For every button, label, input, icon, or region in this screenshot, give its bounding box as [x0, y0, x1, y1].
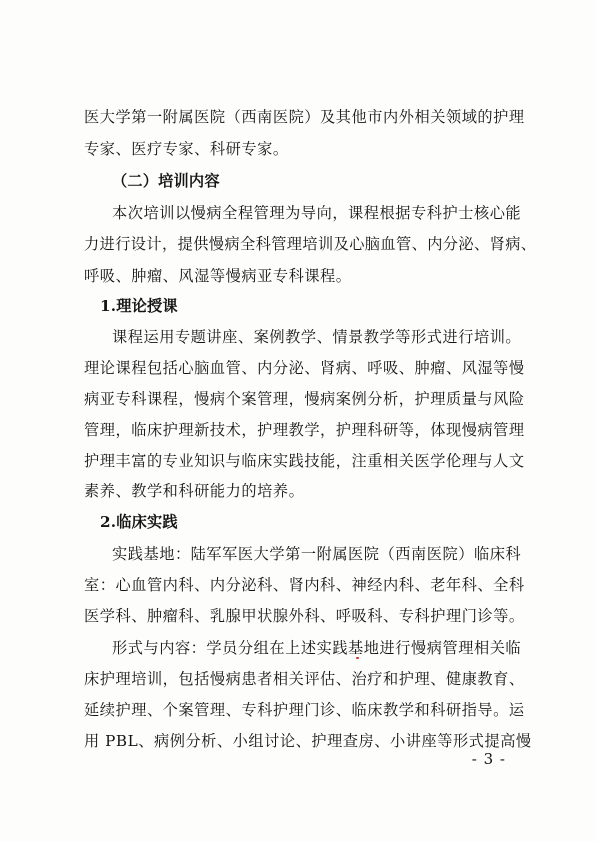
text-line: 护理丰富的专业知识与临床实践技能，注重相关医学伦理与人文 [84, 452, 525, 470]
text-line: 呼吸、肿瘤、风湿等慢病亚专科课程。 [84, 267, 352, 285]
text-line: 延续护理、个案管理、专科护理门诊、临床教学和科研指导。运 [84, 701, 525, 719]
text-line: 室：心血管内科、内分泌科、肾内科、神经内科、老年科、全科 [84, 576, 525, 594]
red-mark [356, 657, 359, 659]
text-line: 实践基地：陆军军医大学第一附属医院（西南医院）临床科 [112, 545, 522, 563]
text-line: 专家、医疗专家、科研专家。 [84, 140, 289, 158]
text-line: 本次培训以慢病全程管理为导向，课程根据专科护士核心能 [112, 204, 522, 222]
page-number: - 3 - [471, 750, 506, 768]
text-line: 床护理培训，包括慢病患者相关评估、治疗和护理、健康教育、 [84, 670, 525, 688]
text-line: 管理，临床护理新技术，护理教学，护理科研等，体现慢病管理 [84, 421, 525, 439]
text-line: 医学科、肿瘤科、乳腺甲状腺外科、呼吸科、专科护理门诊等。 [84, 607, 525, 625]
text-line: 形式与内容：学员分组在上述实践基地进行慢病管理相关临 [112, 639, 522, 657]
text-line: 素养、教学和科研能力的培养。 [84, 482, 305, 500]
text-line: 力进行设计，提供慢病全科管理培训及心脑血管、内分泌、肾病、 [84, 235, 537, 253]
text-line: 课程运用专题讲座、案例教学、情景教学等形式进行培训。 [112, 328, 522, 346]
text-line: 病亚专科课程，慢病个案管理，慢病案例分析，护理质量与风险 [84, 390, 525, 408]
text-line: 用 PBL、病例分析、小组讨论、护理查房、小讲座等形式提高慢 [84, 732, 532, 750]
text-line: 理论课程包括心脑血管、内分泌、肾病、呼吸、肿瘤、风湿等慢 [84, 359, 525, 377]
section-heading: （二）培训内容 [112, 172, 220, 190]
section-heading: 1.理论授课 [100, 297, 178, 315]
section-heading: 2.临床实践 [100, 513, 178, 531]
text-line: 医大学第一附属医院（西南医院）及其他市内外相关领域的护理 [84, 108, 525, 126]
